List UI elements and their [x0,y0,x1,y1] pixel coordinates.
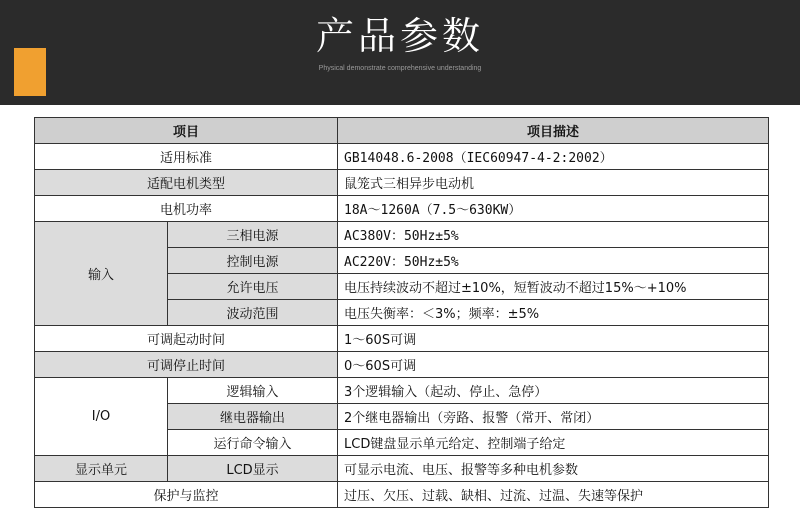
row-desc: GB14048.6-2008（IEC60947-4-2:2002） [338,144,769,170]
row-desc: 电压失衡率：＜3%；频率：±5% [338,300,769,326]
table-row [35,378,769,404]
row-sublabel: 三相电源 [168,222,338,248]
row-desc: AC220V：50Hz±5% [338,248,769,274]
col-header-item: 项目 [35,118,338,144]
table-row [35,482,769,508]
row-sublabel: 运行命令输入 [168,430,338,456]
row-sublabel: 允许电压 [168,274,338,300]
row-desc: 2个继电器输出（旁路、报警（常开、常闭） [338,404,769,430]
row-sublabel: 控制电源 [168,248,338,274]
row-desc: 鼠笼式三相异步电动机 [338,170,769,196]
row-desc: LCD键盘显示单元给定、控制端子给定 [338,430,769,456]
row-sublabel: 继电器输出 [168,404,338,430]
page-header [0,0,800,105]
row-desc: AC380V：50Hz±5% [338,222,769,248]
table-row [35,170,769,196]
table-row [35,144,769,170]
row-desc: 可显示电流、电压、报警等多种电机参数 [338,456,769,482]
row-sublabel: 波动范围 [168,300,338,326]
row-label: 保护与监控 [35,482,338,508]
page-title: 产品参数 [315,14,484,58]
row-label: 适用标准 [35,144,338,170]
group-label-io: I/O [35,378,168,456]
col-header-desc: 项目描述 [338,118,769,144]
page-subtitle: Physical demonstrate comprehensive understanding [318,65,482,72]
row-sublabel: 逻辑输入 [168,378,338,404]
table-header-row [35,118,769,144]
row-desc: 18A～1260A（7.5～630KW） [338,196,769,222]
table-row [35,456,769,482]
row-desc: 0～60S可调 [338,352,769,378]
table-row [35,326,769,352]
row-label: 适配电机类型 [35,170,338,196]
row-label: 显示单元 [35,456,168,482]
row-label: 可调起动时间 [35,326,338,352]
table-row [35,222,769,248]
table-row [35,196,769,222]
group-label-input: 输入 [35,222,168,326]
row-desc: 1～60S可调 [338,326,769,352]
row-label: 电机功率 [35,196,338,222]
row-desc: 过压、欠压、过载、缺相、过流、过温、失速等保护 [338,482,769,508]
row-label: 可调停止时间 [35,352,338,378]
row-desc: 3个逻辑输入（起动、停止、急停） [338,378,769,404]
row-sublabel: LCD显示 [168,456,338,482]
row-desc: 电压持续波动不超过±10%，短暂波动不超过15%～+10% [338,274,769,300]
table-row [35,352,769,378]
spec-table [34,117,769,508]
